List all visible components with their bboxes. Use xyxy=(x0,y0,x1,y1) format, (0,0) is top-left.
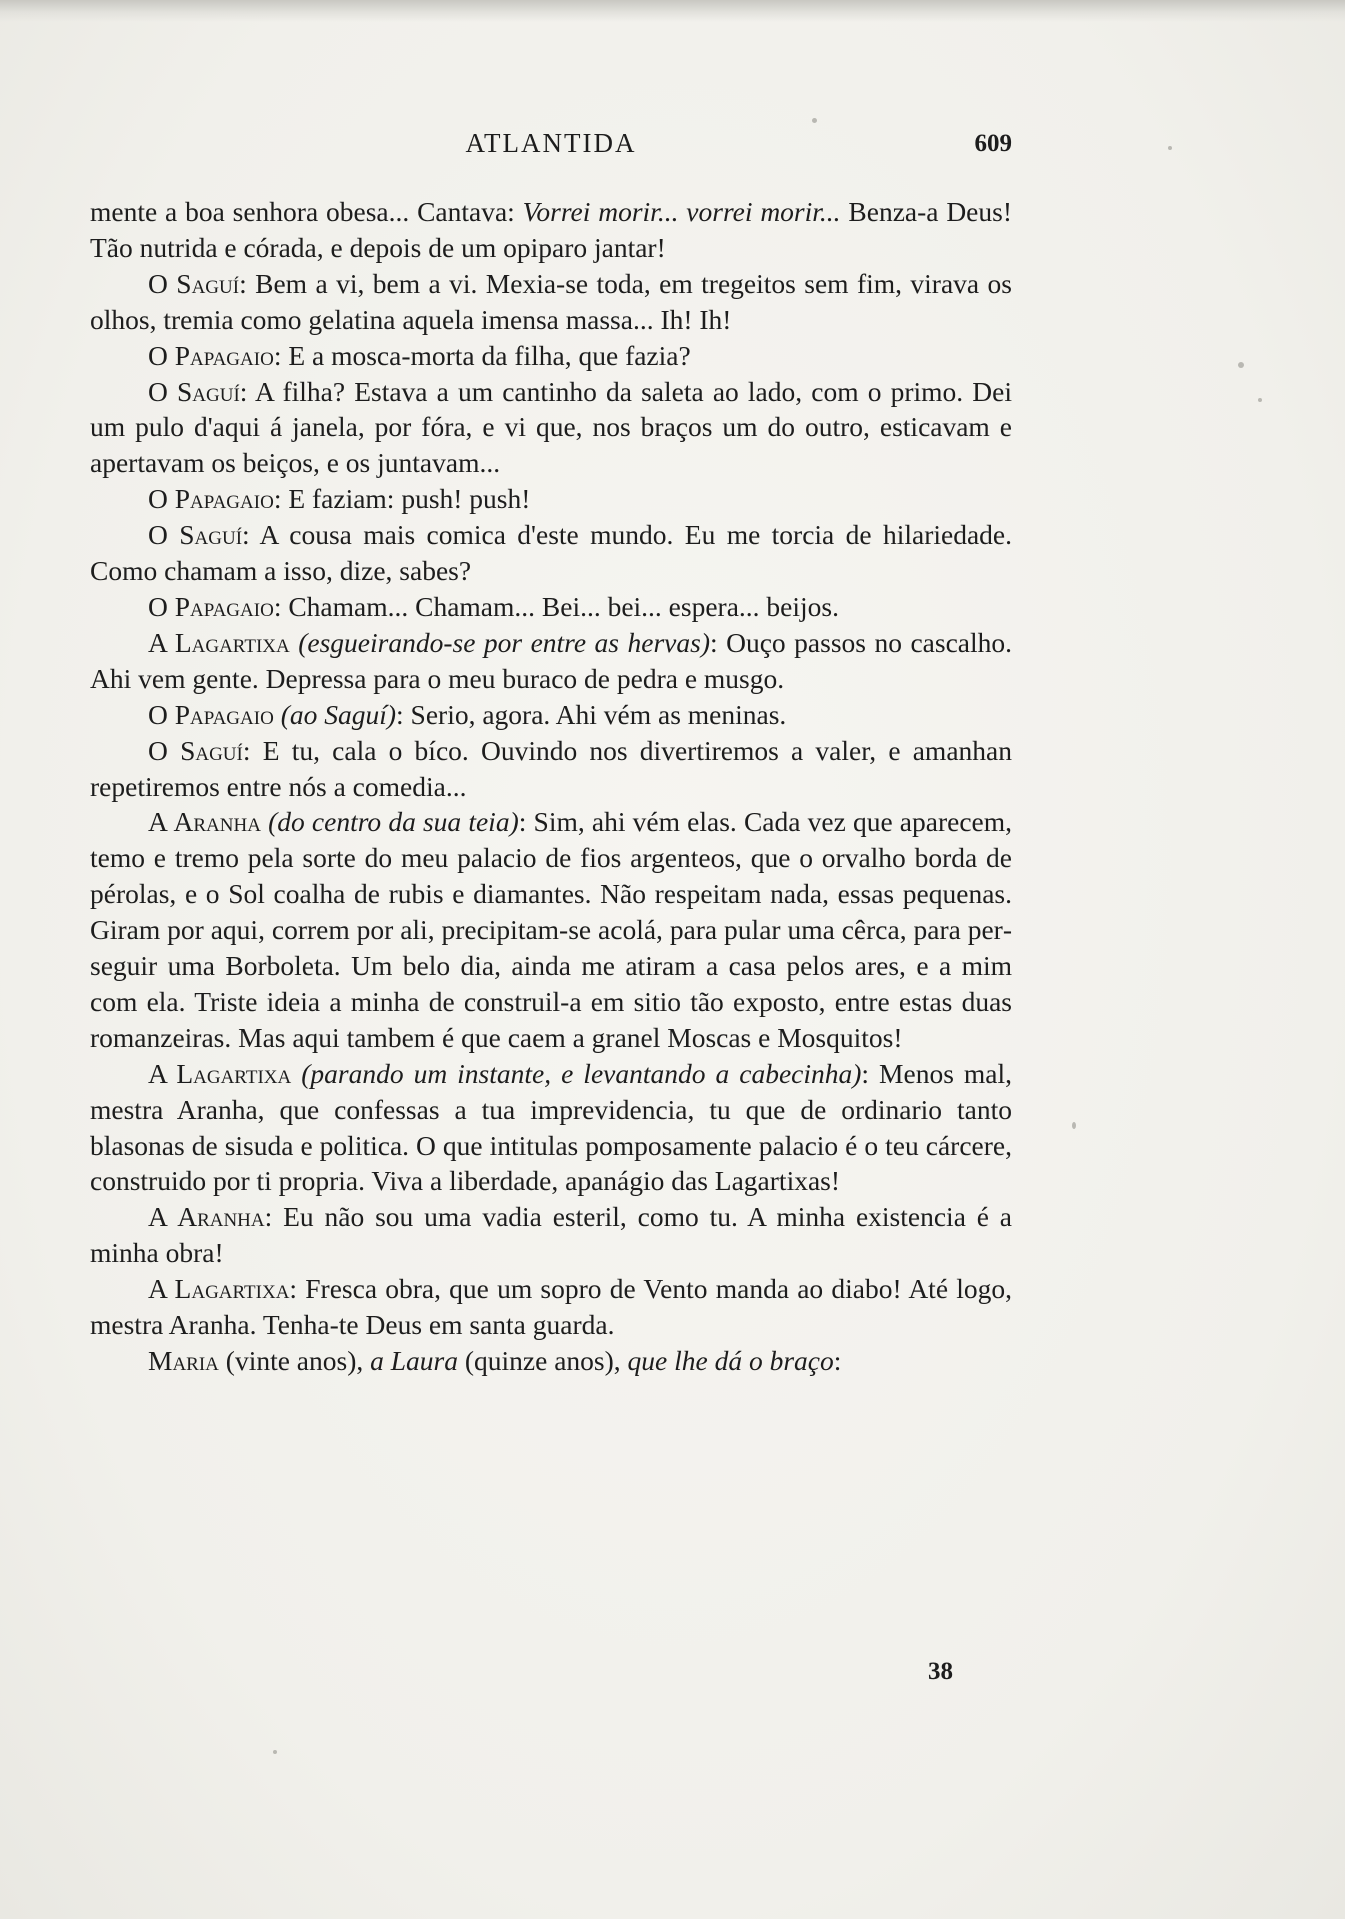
text-run: O xyxy=(148,339,175,371)
paragraph xyxy=(90,625,1012,697)
text-run: O xyxy=(148,267,177,299)
text-run: : Ouço passos no cascalho. Ahi vem gente. Depressa para o meu buraco de pedra e musgo. xyxy=(90,626,1013,694)
speaker-name: Lagartixa xyxy=(174,626,290,658)
italic-text: Vorrei morir... vorrei morir... xyxy=(522,196,841,227)
text-run: O xyxy=(148,590,175,622)
text-run xyxy=(291,1058,301,1089)
paragraph xyxy=(90,589,1012,625)
text-run: : xyxy=(833,1345,842,1376)
text-run: : Eu não sou uma vadia esteril, como tu. A minha existencia é a minha obra! xyxy=(90,1201,1013,1269)
speaker-name: Lagartixa xyxy=(174,1273,290,1305)
text-run: O xyxy=(148,375,177,407)
speaker-name: Saguí xyxy=(176,375,240,407)
speaker-name: Saguí xyxy=(180,734,243,766)
text-run: : A filha? Estava a um cantinho da saleta ao lado, com o primo. Dei um pulo d'aqui á janela, por fóra, e vi que, nos braços um do outro, esticavam e apertavam os beiços, e os juntavam... xyxy=(90,375,1012,479)
text-run: A xyxy=(148,806,174,838)
speaker-name: Papagaio xyxy=(174,483,274,515)
text-run: : Bem a vi, bem a vi. Mexia-se toda, em tregeitos sem fim, virava os olhos, tremia como gelatina aquela imensa massa... Ih! Ih! xyxy=(90,267,1012,335)
page-top-edge xyxy=(0,0,1345,22)
running-title: ATLANTIDA xyxy=(465,128,637,158)
paragraph xyxy=(90,1271,1012,1343)
running-head xyxy=(90,128,1012,164)
text-run: O xyxy=(148,734,181,766)
paragraph xyxy=(90,266,1012,338)
speaker-name: Saguí xyxy=(179,519,243,551)
italic-text: (esgueirando-se por entre as hervas) xyxy=(298,626,710,658)
paragraph xyxy=(90,697,1012,733)
paper-speck xyxy=(1258,398,1262,402)
text-run: (quinze anos), xyxy=(458,1345,628,1376)
paper-speck xyxy=(1238,362,1244,368)
italic-text: (parando um instante, e levantando a cabecinha) xyxy=(301,1057,862,1089)
speaker-name: Papagaio xyxy=(174,698,274,730)
text-run: A xyxy=(148,1201,178,1233)
text-run: mente a boa senhora obesa... Cantava: xyxy=(90,196,523,227)
text-run xyxy=(274,699,281,730)
speaker-name: Papagaio xyxy=(174,339,274,371)
text-run: : Chamam... Chamam... Bei... bei... espera... beijos. xyxy=(273,590,839,622)
text-run: (vinte anos), xyxy=(218,1345,371,1376)
paragraph xyxy=(90,804,1012,1055)
paragraph xyxy=(90,1199,1012,1271)
text-run xyxy=(290,627,299,658)
text-run: : E faziam: push! push! xyxy=(273,483,531,515)
paragraph xyxy=(90,194,1012,266)
paragraph xyxy=(90,481,1012,517)
page-number: 609 xyxy=(974,130,1012,157)
body-text xyxy=(90,194,1012,1379)
paragraph xyxy=(90,517,1012,589)
italic-text: que lhe dá o braço xyxy=(627,1345,834,1376)
speaker-name: Aranha xyxy=(173,806,261,838)
italic-text: (ao Saguí) xyxy=(280,698,397,730)
paragraph xyxy=(90,1343,1012,1379)
italic-text: (do centro da sua teia) xyxy=(268,806,519,838)
paragraph xyxy=(90,374,1012,482)
speaker-name: Papagaio xyxy=(174,590,274,622)
text-run: A xyxy=(148,626,175,658)
text-run: : Serio, agora. Ahi vém as meninas. xyxy=(396,698,787,730)
italic-text: a Laura xyxy=(370,1345,458,1376)
paper-speck xyxy=(1168,146,1172,150)
text-run: : Fresca obra, que um sopro de Vento manda ao diabo! Até logo, mestra Aranha. Tenha-te Deus em santa guarda. xyxy=(90,1273,1012,1341)
text-run: O xyxy=(148,483,175,515)
text-run: Benza-a Deus! Tão nutrida e córada, e depois de um opiparo jantar! xyxy=(90,196,1012,263)
text-run: : Menos mal, mestra Aranha, que confessas a tua imprevidencia, tu que de ordinario tanto blasonas de sisuda e politica. O que intitulas pomposamente palacio é o teu cárcere, construido por ti propria. Viva a liberdade, apanágio das Lagartixas! xyxy=(90,1057,1012,1197)
paper-speck xyxy=(812,118,817,123)
text-run: : E a mosca-morta da filha, que fazia? xyxy=(273,339,691,371)
paper-speck xyxy=(273,1750,277,1754)
speaker-name: Saguí xyxy=(176,267,240,299)
paragraph xyxy=(90,338,1012,374)
text-run: O xyxy=(148,519,180,551)
text-run: A xyxy=(148,1273,175,1305)
paragraph xyxy=(90,733,1012,805)
text-run: O xyxy=(148,698,175,730)
paragraph xyxy=(90,1056,1012,1200)
text-run: : E tu, cala o bíco. Ouvindo nos divertiremos a valer, e amanhan repetiremos entre nós a comedia... xyxy=(90,734,1012,802)
text-run: A xyxy=(148,1057,177,1089)
text-run: : Sim, ahi vém elas. Cada vez que aparecem, temo e tremo pela sorte do meu palacio de fios argenteos, que o orvalho borda de pérolas, e o Sol coalha de rubis e diamantes. Não respeitam nada, essas pequenas. Giram por aqui, correm por ali, precipitam-se acolá, para pular uma cêrca, para perseguir uma Borboleta. Um belo dia, ainda me atiram a casa pelos ares, e a mim com ela. Triste ideia a minha de construil-a em sitio tão exposto, entre estas duas romanzeiras. Mas aqui tambem é que caem a granel Moscas e Mosquitos! xyxy=(90,806,1013,1053)
text-run: : A cousa mais comica d'este mundo. Eu me torcia de hilariedade. Como chamam a isso, dize, sabes? xyxy=(90,519,1012,587)
speaker-name: Maria xyxy=(148,1345,219,1376)
printer-signature-mark: 38 xyxy=(928,1658,953,1685)
speaker-name: Lagartixa xyxy=(176,1057,292,1089)
paper-speck xyxy=(1072,1122,1076,1129)
speaker-name: Aranha xyxy=(177,1201,265,1233)
